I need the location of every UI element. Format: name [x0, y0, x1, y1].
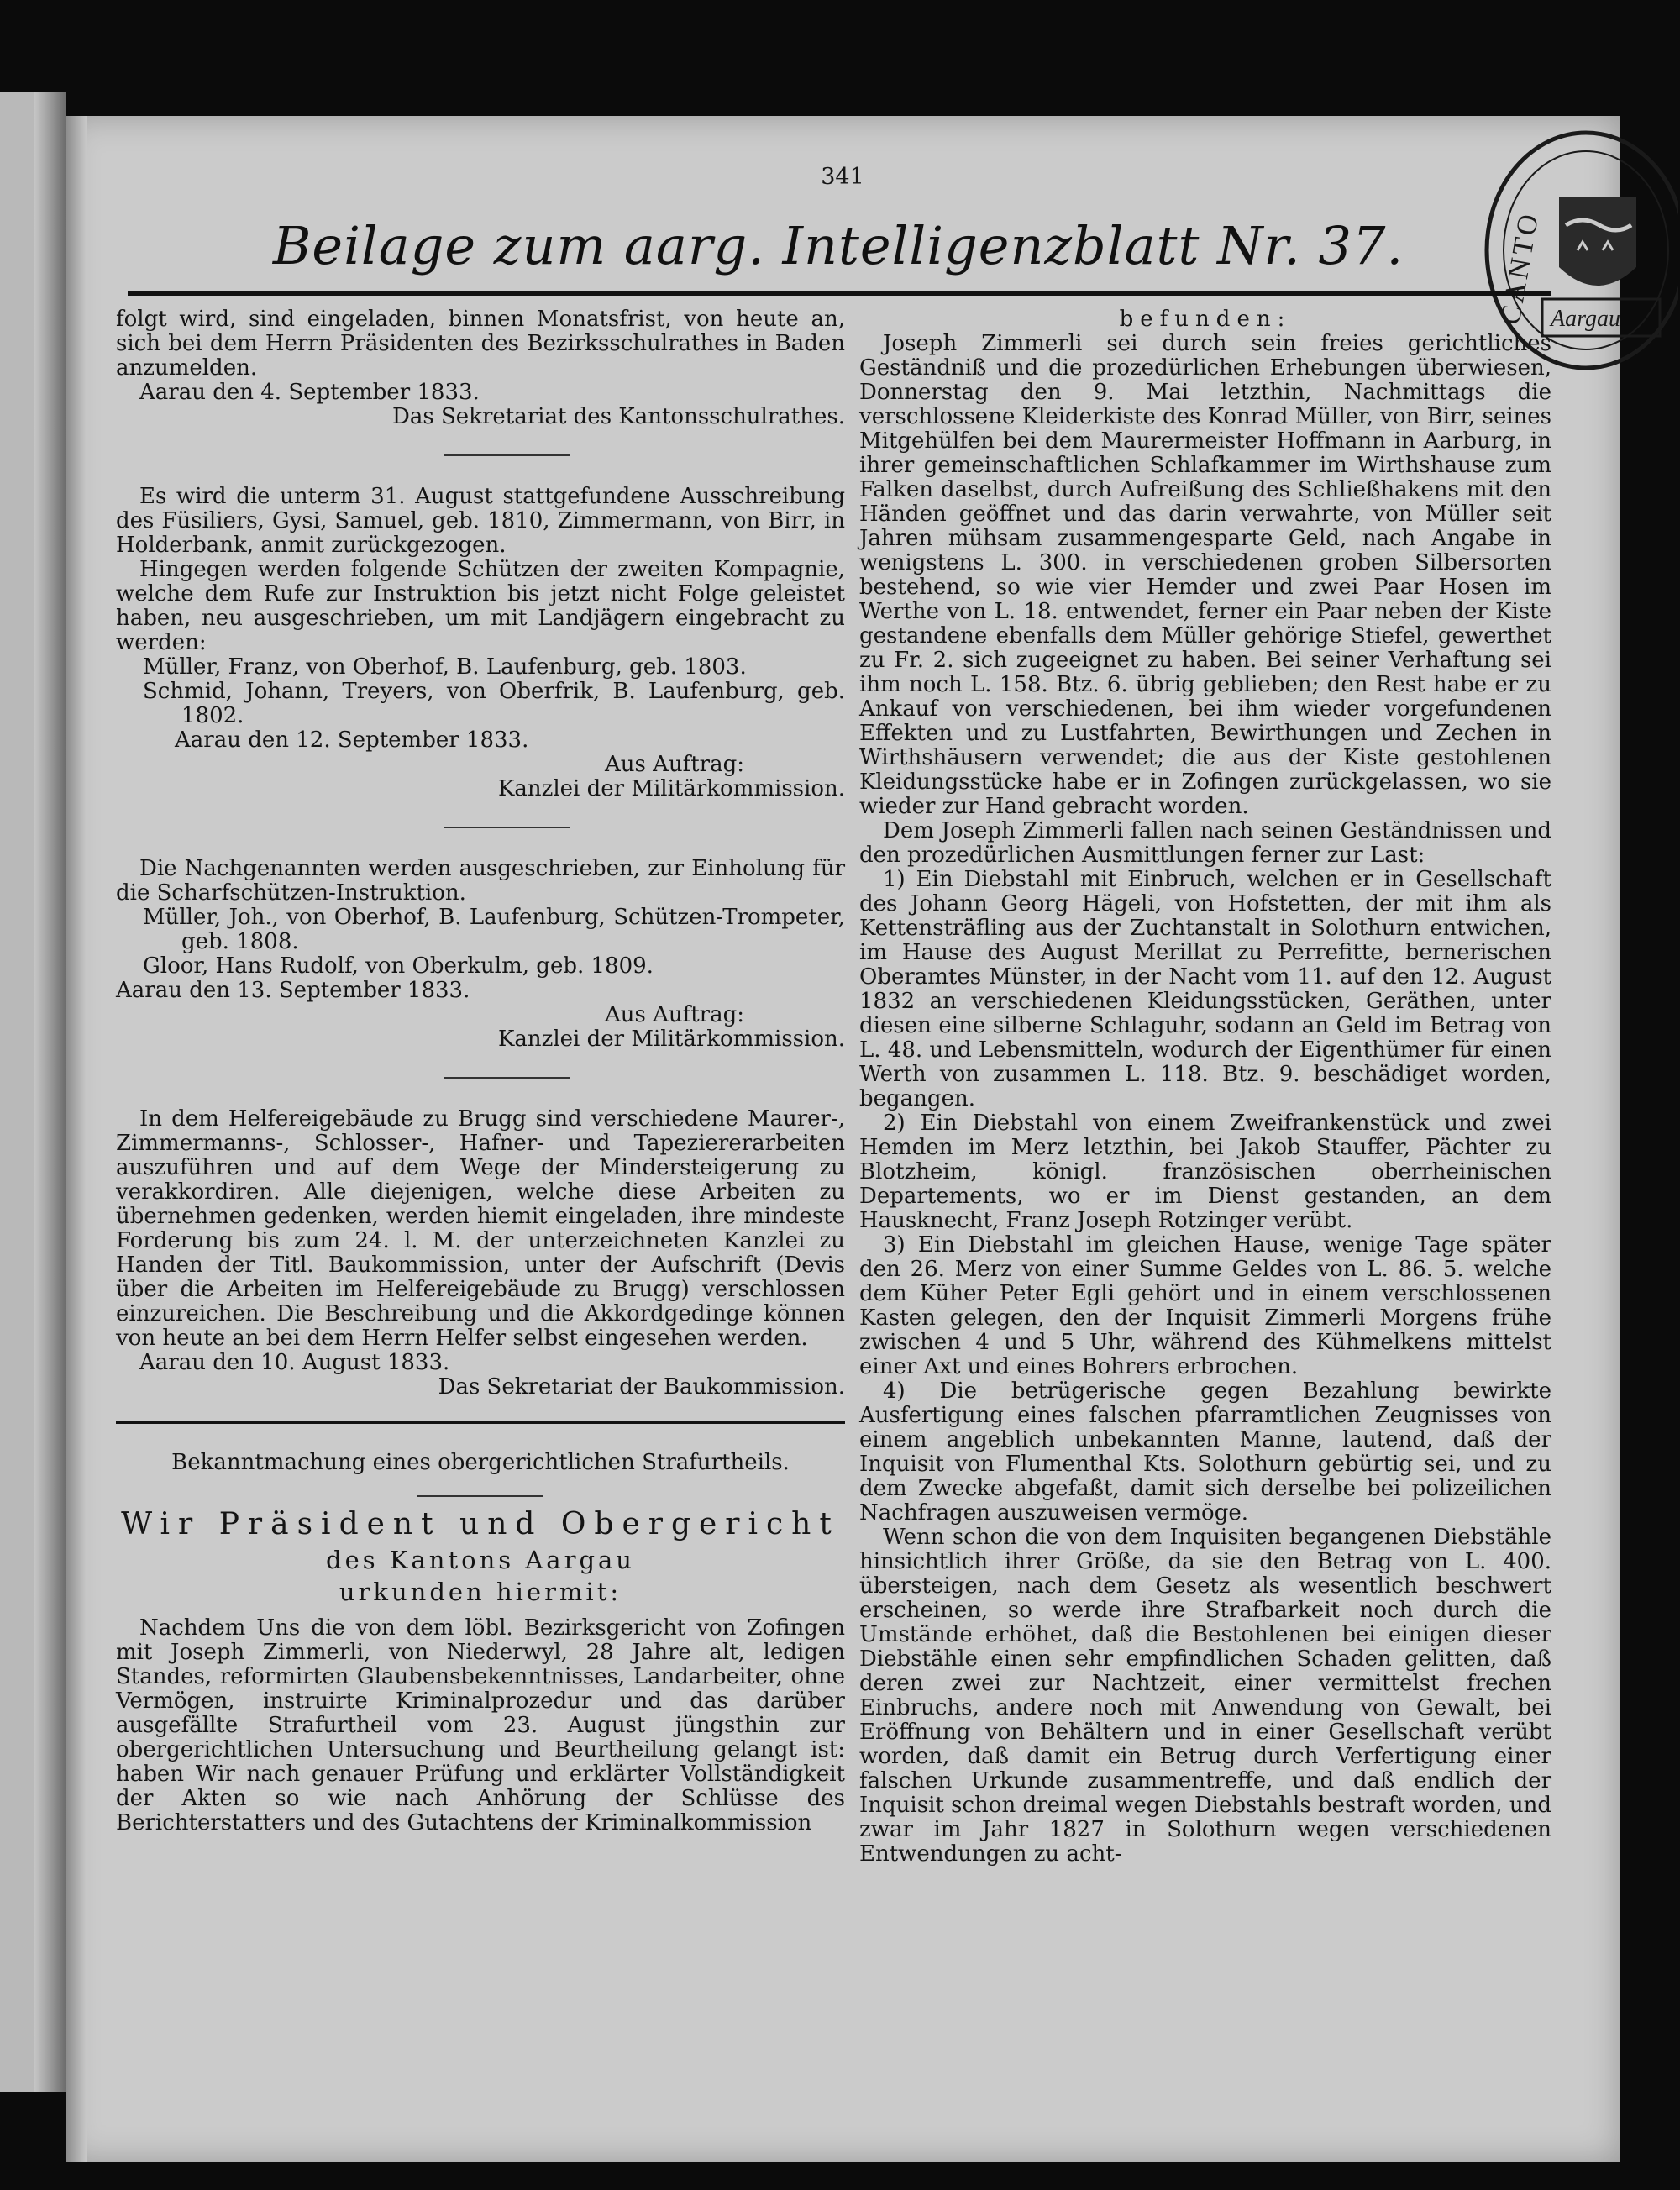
notice-date: Aarau den 4. September 1833.: [139, 380, 480, 405]
left-column: [116, 307, 845, 1836]
announcement-paragraph: Nachdem Uns die von dem löbl. Bezirksgericht von Zofingen mit Joseph Zimmerli, von Niederwyl, 28 Jahre alt, ledigen Standes, reformirten Glaubensbekenntnisses, Landarbeiter, ohne Vermögen, instruirte Kriminalprozedur und das darüber ausgefällte Strafurtheil vom 23. August jüngsthin zur obergerichtlichen Untersuchung und Beurtheilung gelangt ist: haben Wir nach genauer Prüfung und erklärter Vollständigkeit der Akten so wie nach Anhörung der Schlüsse des Berichterstatters und des Gutachtens der Kriminalkommission: [116, 1615, 845, 1836]
notice-date: Aarau den 12. September 1833.: [175, 727, 529, 753]
notice-date: Aarau den 10. August 1833.: [139, 1350, 450, 1375]
section-separator: [417, 1495, 543, 1497]
stamp-label-top: CANTO: [1494, 208, 1546, 328]
verdict-paragraph: Wenn schon die von dem Inquisiten begangenen Diebstähle hinsichtlich ihrer Größe, da sie den Betrag von L. 400. übersteigen, nach dem Gesetz als wesentlich beschwert erscheinen, so werde ihre Strafbarkeit noch durch die Umstände erhöhet, daß die Bestohlenen bei einigen dieser Diebstähle einen sehr empfindlichen Schaden gelitten, daß deren zwei zur Nachtzeit, einer vermittelst frechen Einbruchs, andere noch mit Anwendung von Gewalt, bei Eröffnung von Behältern und in einer Gesellschaft verübt worden, daß damit ein Betrug durch Verfertigung einer falschen Urkunde zusammentreffe, und daß endlich der Inquisit schon dreimal wegen Diebstahls bestraft worden, und zwar im Jahr 1827 in Solothurn wegen verschiedenen Entwendungen zu acht-: [859, 1525, 1551, 1867]
verdict-paragraph: Dem Joseph Zimmerli fallen nach seinen Geständnissen und den prozedürlichen Ausmittlungen ferner zur Last:: [859, 818, 1551, 868]
right-column: [859, 307, 1551, 1867]
verdict-paragraph: 3) Ein Diebstahl im gleichen Hause, wenige Tage später den 26. Merz von einer Summe Geldes von L. 86. 5. welche dem Küher Peter Egli gehört und in einem verschlossenen Kasten gelegen, den der Inquisit Zimmerli Morgens frühe zwischen 4 und 5 Uhr, während des Kühmelkens mittelst einer Axt und eines Bohrers erbrochen.: [859, 1232, 1551, 1379]
announcement-heading: Bekanntmachung eines obergerichtlichen Strafurtheils.: [171, 1450, 790, 1475]
notice-signature: Das Sekretariat des Kantonsschulrathes.: [392, 404, 845, 429]
notice-signature-line: Aus Auftrag:: [604, 1002, 744, 1027]
notice-text: folgt wird, sind eingeladen, binnen Monatsfrist, von heute an, sich bei dem Herrn Präsidenten des Bezirksschulrathes in Baden anzumelden.: [116, 307, 845, 381]
announcement-title: Wir Präsident und Obergericht: [121, 1507, 840, 1541]
page-number: 341: [821, 164, 864, 190]
verdict-paragraph: Joseph Zimmerli sei durch sein freies gerichtliches Geständniß und die prozedürlichen Erhebungen überwiesen, Donnerstag den 9. Mai letzthin, Nachmittags die verschlossene Kleiderkiste des Konrad Müller, von Birr, seines Mitgehülfen bei dem Maurermeister Hoffmann in Aarburg, in ihrer gemeinschaftlichen Schlafkammer im Wirthshause zum Falken daselbst, durch Aufreißung des Schließhakens mit den Händen geöffnet und das darin verwahrte, von Müller seit Jahren mühsam zusammengesparte Geld, nach Angabe in wenigstens L. 300. in verschiedenen groben Silbersorten bestehend, so wie vier Hemder und zwei Paar Hosen im Werthe von L. 18. entwendet, ferner ein Paar neben der Kiste gestandene ebenfalls dem Müller gehörige Stiefel, gewerthet zu Fr. 2. sich zugeeignet zu haben. Bei seiner Verhaftung sei ihm noch L. 158. Btz. 6. übrig geblieben; den Rest habe er zu Ankauf von verschiedenen, bei ihm wieder vorgefundenen Effekten und zu Lustfahrten, Bewirthungen und Zechen in Wirthshäusern verwendet; die aus der Kiste gestohlenen Kleidungsstücke habe er in Zofingen zurückgelassen, wo sie wieder zur Hand gebracht worden.: [859, 331, 1551, 819]
verdict-paragraph: 1) Ein Diebstahl mit Einbruch, welchen er in Gesellschaft des Johann Georg Hägeli, von Hofstetten, der mit ihm als Kettensträfling aus der Zuchtanstalt in Solothurn entwichen, im Hause des August Merillat zu Perrefitte, bernerischen Oberamtes Münster, in der Nacht vom 11. auf den 12. August 1832 an verschiedenen Kleidungsstücken, Geräthen, unter diesen eine silberne Schlaguhr, sodann an Geld im Betrag von L. 48. und Lebensmitteln, wodurch der Eigenthümer für einen Werth von zusammen L. 118. Btz. 9. beschädiget worden, begangen.: [859, 867, 1551, 1111]
stamp-label-bottom: Aargau: [1551, 306, 1620, 332]
stamp-shield: [1559, 197, 1636, 286]
verdict-heading: befunden:: [1119, 307, 1292, 332]
verdict-paragraph: 4) Die betrügerische gegen Bezahlung bewirkte Ausfertigung eines falschen pfarramtlichen Zeugnisses von einem angeblich unbekannten Manne, lautend, daß der Inquisit von Flumenthal Kts. Solothurn gebürtig sei, und zu dem Zwecke abgefaßt, damit sich derselbe bei polizeilichen Nachfragen auszuweisen vermöge.: [859, 1379, 1551, 1526]
verdict-paragraph: 2) Ein Diebstahl von einem Zweifrankenstück und zwei Hemden im Merz letzthin, bei Jakob Stauffer, Pächter zu Blotzheim, königl. französischen oberrheinischen Departements, wo er im Dienst gestanden, an dem Hausknecht, Franz Joseph Rotzinger verübt.: [859, 1111, 1551, 1233]
notice-paragraph: Hingegen werden folgende Schützen der zweiten Kompagnie, welche dem Rufe zur Instruktion bis jetzt nicht Folge geleistet haben, neu ausgeschrieben, um mit Landjägern eingebracht zu werden:: [116, 557, 845, 655]
notice-signature: Das Sekretariat der Baukommission.: [438, 1374, 845, 1400]
notice-paragraph: Es wird die unterm 31. August stattgefundene Ausschreibung des Füsiliers, Gysi, Samuel, geb. 1810, Zimmermann, von Birr, in Holderbank, anmit zurückgezogen.: [116, 484, 845, 558]
notice-date: Aarau den 13. September 1833.: [116, 978, 470, 1003]
section-separator: [444, 1077, 570, 1079]
adjacent-page-edge: [0, 92, 66, 2092]
section-rule: [116, 1421, 845, 1424]
page-title: Beilage zum aarg. Intelligenzblatt Nr. 37.: [272, 215, 1404, 276]
notice-signature: Kanzlei der Militärkommission.: [497, 1027, 845, 1052]
notice-paragraph: Die Nachgenannten werden ausgeschrieben, zur Einholung für die Scharfschützen-Instruktion.: [116, 856, 845, 906]
announcement-subtitle: des Kantons Aargau: [326, 1546, 635, 1574]
notice-list-item: Schmid, Johann, Treyers, von Oberfrik, B. Laufenburg, geb. 1802.: [143, 679, 845, 728]
announcement-subtitle: urkunden hiermit:: [339, 1578, 622, 1606]
page-fold-shadow: [34, 92, 66, 2092]
notice-list-item: Gloor, Hans Rudolf, von Oberkulm, geb. 1809.: [143, 953, 654, 979]
binding-gutter: [66, 116, 87, 2162]
section-separator: [444, 454, 570, 456]
notice-signature-line: Aus Auftrag:: [604, 752, 744, 777]
section-separator: [444, 827, 570, 828]
notice-list-item: Müller, Joh., von Oberhof, B. Laufenburg, Schützen-Trompeter, geb. 1808.: [143, 905, 845, 954]
notice-list-item: Müller, Franz, von Oberhof, B. Laufenburg, geb. 1803.: [143, 654, 747, 680]
notice-signature: Kanzlei der Militärkommission.: [497, 776, 845, 801]
header-rule: [128, 291, 1551, 296]
notice-paragraph: In dem Helfereigebäude zu Brugg sind verschiedene Maurer-, Zimmermanns-, Schlosser-, Hafner- und Tapeziererarbeiten auszuführen und auf dem Wege der Mindersteigerung zu verakkordiren. Alle diejenigen, welche diese Arbeiten zu übernehmen gedenken, werden hiemit eingeladen, ihre mindeste Forderung bis zum 24. l. M. der unterzeichneten Kanzlei zu Handen der Titl. Baukommission, unter der Aufschrift (Devis über die Arbeiten im Helfereigebäude zu Brugg) verschlossen einzureichen. Die Beschreibung und die Akkordgedinge können von heute an bei dem Herrn Helfer selbst eingesehen werden.: [116, 1106, 845, 1351]
newspaper-page: [66, 116, 1620, 2162]
